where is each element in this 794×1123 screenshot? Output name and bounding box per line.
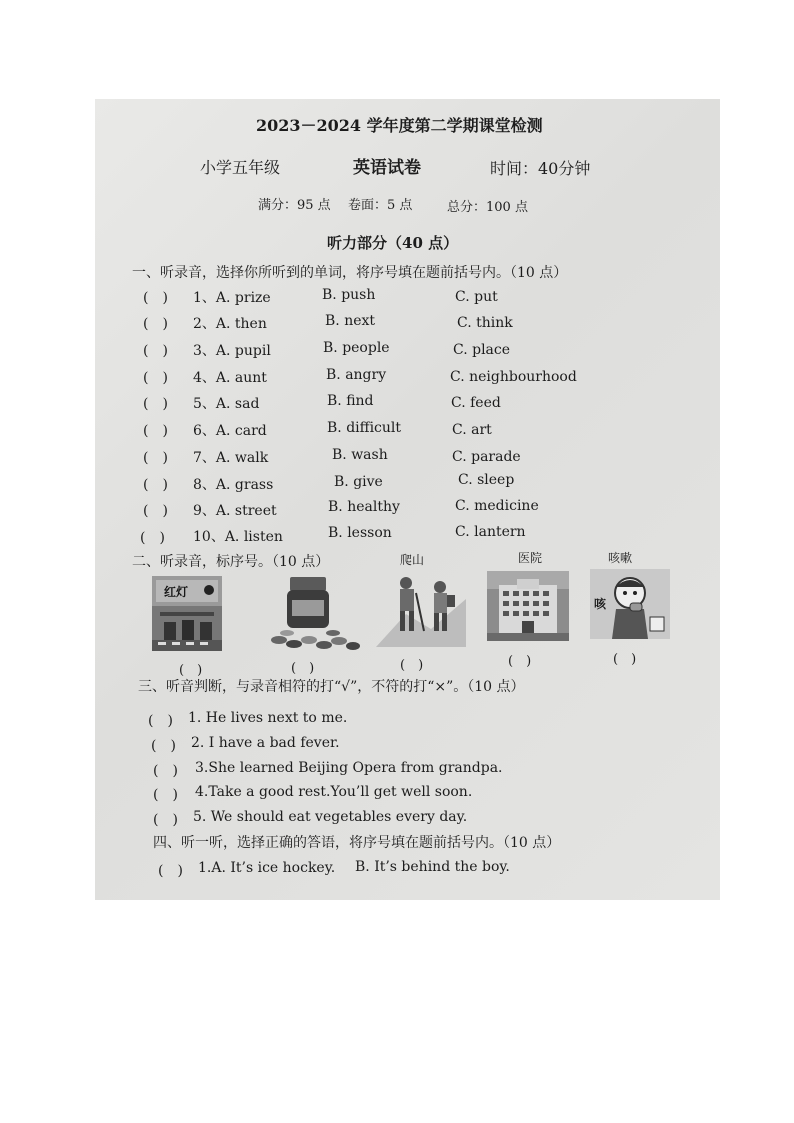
time-label: 时间：40分钟 <box>490 159 591 178</box>
option-c: C. put <box>455 289 498 305</box>
option-a: 2、A. then <box>193 316 267 332</box>
picture-label: 爬山 <box>400 553 425 567</box>
total-score: 总分：100 点 <box>447 200 528 215</box>
option-c: C. art <box>452 422 492 438</box>
option-c: C. lantern <box>455 524 526 540</box>
option-b: B. wash <box>332 447 388 463</box>
exam-paper <box>95 99 720 900</box>
section-2-title: 二、听录音，标序号。（10 点） <box>132 554 330 570</box>
judge-statement: 3.She learned Beijing Opera from grandpa. <box>195 760 503 776</box>
option-a: 4、A. aunt <box>193 370 267 386</box>
answer-bracket[interactable]: ( ) <box>140 530 165 546</box>
option-b: B. give <box>334 474 383 490</box>
option-b: B. push <box>322 287 376 303</box>
full-score: 满分：95 点 <box>258 198 331 213</box>
judge-statement: 2. I have a bad fever. <box>191 735 340 751</box>
picture-bracket[interactable]: ( ) <box>291 661 315 676</box>
option-c: C. place <box>453 342 511 358</box>
mountain-climbing-icon <box>376 569 466 647</box>
judge-statement: 1. He lives next to me. <box>188 710 348 726</box>
option-a: 6、A. card <box>193 423 267 439</box>
option-c: C. feed <box>451 395 501 411</box>
picture-bracket[interactable]: ( ) <box>400 658 424 673</box>
judge-statement: 4.Take a good rest.You’ll get well soon. <box>195 784 473 800</box>
listening-part-title: 听力部分（40 点） <box>327 234 459 252</box>
medicine-bottle-icon <box>267 574 362 654</box>
neatness-score: 卷面：5 点 <box>348 198 413 213</box>
option-b: B. angry <box>326 367 387 383</box>
picture-label: 医院 <box>518 551 543 565</box>
option-c: C. parade <box>452 449 521 465</box>
judge-bracket[interactable]: ( ) <box>153 763 178 779</box>
option-c: C. sleep <box>458 472 515 488</box>
answer-bracket[interactable]: ( ) <box>143 450 168 466</box>
answer-bracket[interactable]: ( ) <box>143 423 168 439</box>
answer-bracket[interactable]: ( ) <box>143 316 168 332</box>
option-a: 3、A. pupil <box>193 343 271 359</box>
subject-label: 英语试卷 <box>353 158 421 178</box>
option-c: C. neighbourhood <box>450 369 577 385</box>
judge-statement: 5. We should eat vegetables every day. <box>193 809 468 825</box>
option-c: C. think <box>457 315 513 331</box>
section-3-title: 三、听音判断，与录音相符的打“√”，不符的打“×”。（10 点） <box>138 679 525 695</box>
option-b: B. find <box>327 393 374 409</box>
picture-label: 咳嗽 <box>608 551 633 565</box>
option-b: B. people <box>323 340 390 356</box>
picture-label: 红灯 <box>164 585 189 599</box>
picture-caption: 咳 <box>594 597 607 611</box>
option-a: 10、A. listen <box>193 529 283 545</box>
option-a: 1、A. prize <box>193 290 271 306</box>
section-4-title: 四、听一听，选择正确的答语，将序号填在题前括号内。（10 点） <box>153 835 561 851</box>
answer-bracket[interactable]: ( ) <box>143 370 168 386</box>
option-a: 7、A. walk <box>193 450 269 466</box>
judge-bracket[interactable]: ( ) <box>153 787 178 803</box>
picture-bracket[interactable]: ( ) <box>613 652 637 667</box>
option-b: B. difficult <box>327 420 402 436</box>
option-a: 9、A. street <box>193 503 277 519</box>
grade-label: 小学五年级 <box>200 158 281 177</box>
section-1-title: 一、听录音，选择你所听到的单词，将序号填在题前括号内。（10 点） <box>132 265 568 281</box>
option-b: B. It’s behind the boy. <box>355 859 510 875</box>
exam-title: 2023－2024 学年度第二学期课堂检测 <box>256 116 543 135</box>
option-b: B. next <box>325 313 376 329</box>
answer-bracket[interactable]: ( ) <box>143 477 168 493</box>
judge-bracket[interactable]: ( ) <box>151 738 176 754</box>
option-b: B. lesson <box>328 525 392 541</box>
option-a: 5、A. sad <box>193 396 260 412</box>
option-c: C. medicine <box>455 498 539 514</box>
answer-bracket[interactable]: ( ) <box>143 290 168 306</box>
option-b: B. healthy <box>328 499 400 515</box>
judge-bracket[interactable]: ( ) <box>153 812 178 828</box>
answer-bracket[interactable]: ( ) <box>143 396 168 412</box>
picture-bracket[interactable]: ( ) <box>179 663 203 678</box>
hospital-building-icon <box>487 571 569 641</box>
answer-bracket[interactable]: ( ) <box>143 503 168 519</box>
picture-bracket[interactable]: ( ) <box>508 654 532 669</box>
option-a: 8、A. grass <box>193 477 274 493</box>
answer-bracket[interactable]: ( ) <box>158 863 183 879</box>
option-a: 1.A. It’s ice hockey. <box>198 860 336 876</box>
answer-bracket[interactable]: ( ) <box>143 343 168 359</box>
judge-bracket[interactable]: ( ) <box>148 713 173 729</box>
